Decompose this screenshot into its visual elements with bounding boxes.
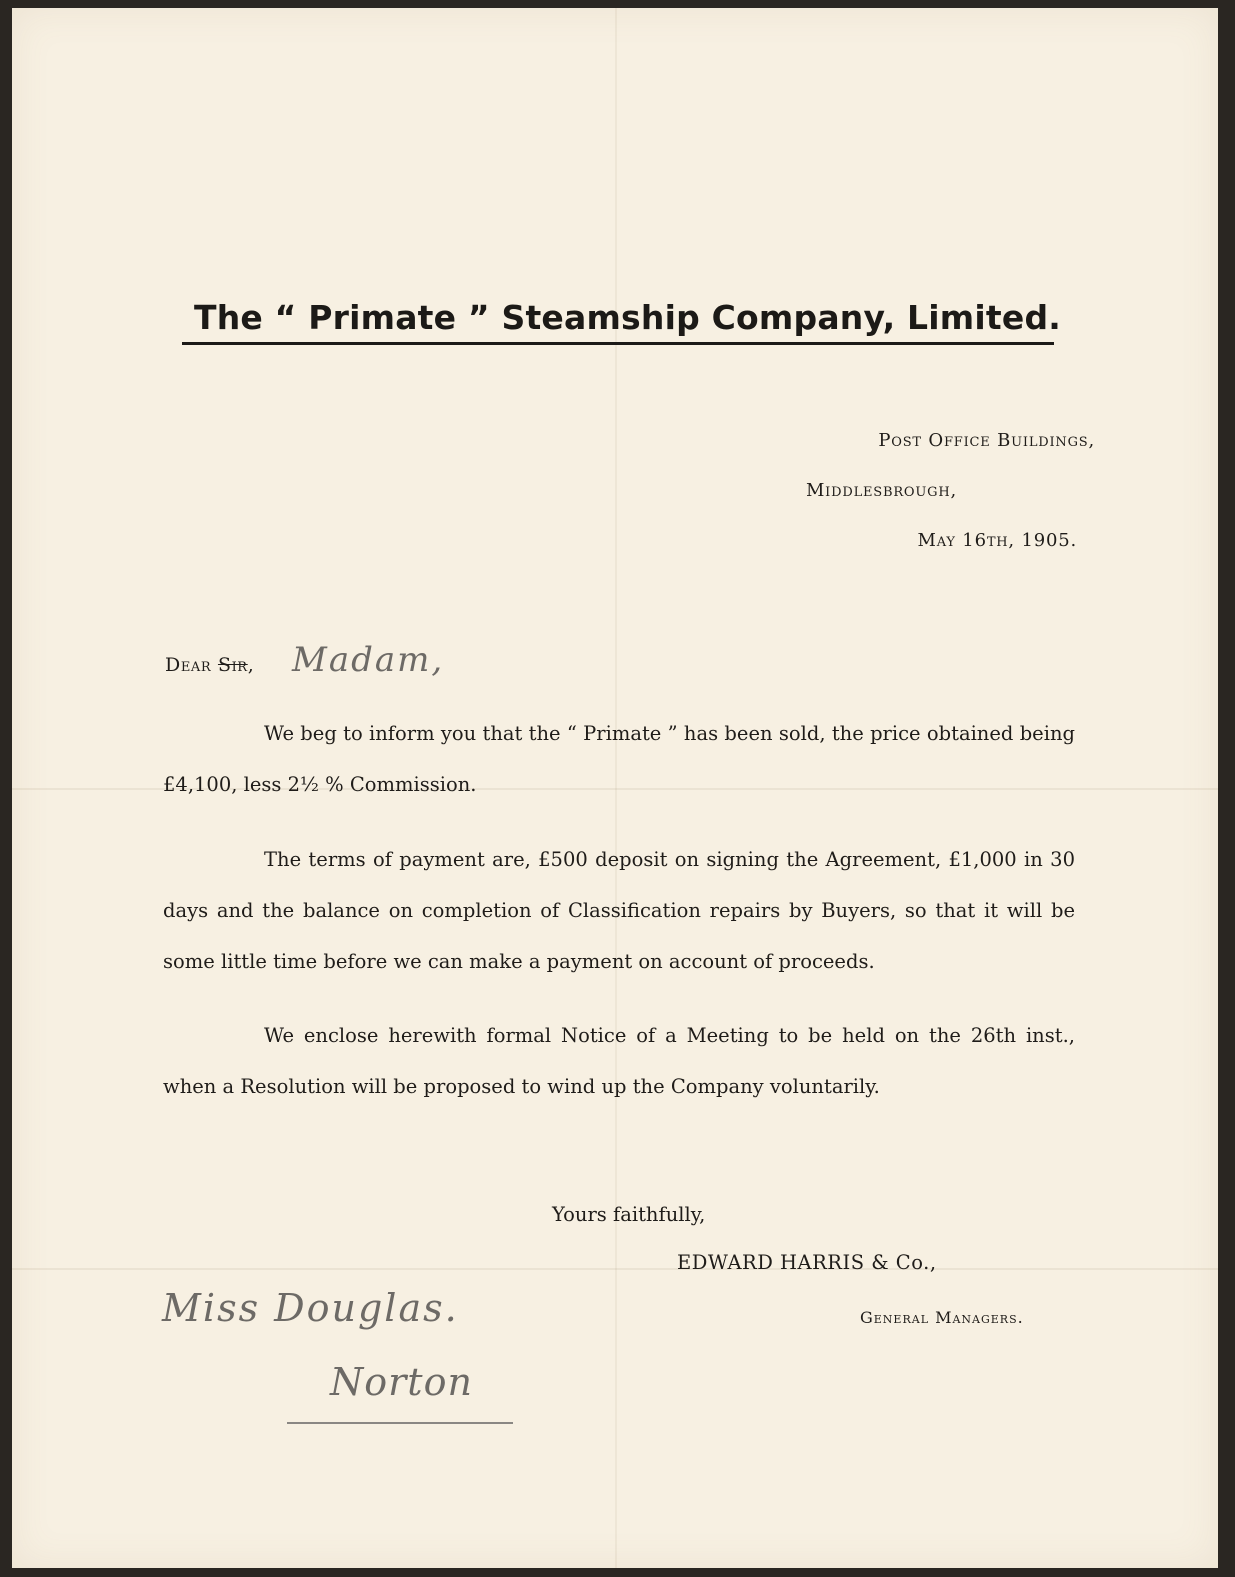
letter-date: May 16th, 1905.: [917, 530, 1077, 551]
salutation-comma: ,: [247, 654, 255, 676]
salutation-prefix: Dear: [165, 654, 212, 676]
paragraph-sale: [163, 708, 1075, 810]
paragraph-terms-text: The terms of payment are, £500 deposit on signing the Agreement, £1,000 in 30 days and the balance on completion of Classification repairs by Buyers, so that it will be some little time before we can make a payment on account of proceeds.: [163, 848, 1075, 973]
paragraph-meeting-text: We enclose herewith formal Notice of a Meeting to be held on the 26th inst., when a Resolution will be proposed to wind up the Company voluntarily.: [163, 1024, 1075, 1098]
letterhead-rule: [182, 342, 1054, 345]
paragraph-meeting: [163, 1010, 1075, 1112]
handwritten-place: Norton: [330, 1360, 473, 1404]
address-line-1: Post Office Buildings,: [878, 430, 1095, 451]
handwritten-salutation: Madam,: [292, 640, 445, 680]
signature-firm: EDWARD HARRIS & Co.,: [677, 1251, 937, 1274]
salutation: [165, 654, 254, 676]
signature-role: General Managers.: [860, 1308, 1024, 1327]
paragraph-sale-text: We beg to inform you that the “ Primate ” has been sold, the price obtained being £4,100, less 2½ % Commission.: [163, 722, 1075, 796]
paragraph-terms: [163, 834, 1075, 987]
struck-word: Sir: [217, 654, 248, 676]
letterhead-title: The “ Primate ” Steamship Company, Limited.: [193, 298, 1062, 337]
handwritten-recipient: Miss Douglas.: [162, 1286, 459, 1330]
handwritten-underline: [287, 1422, 513, 1424]
valediction: Yours faithfully,: [552, 1203, 706, 1226]
address-line-2: Middlesbrough,: [805, 480, 957, 501]
